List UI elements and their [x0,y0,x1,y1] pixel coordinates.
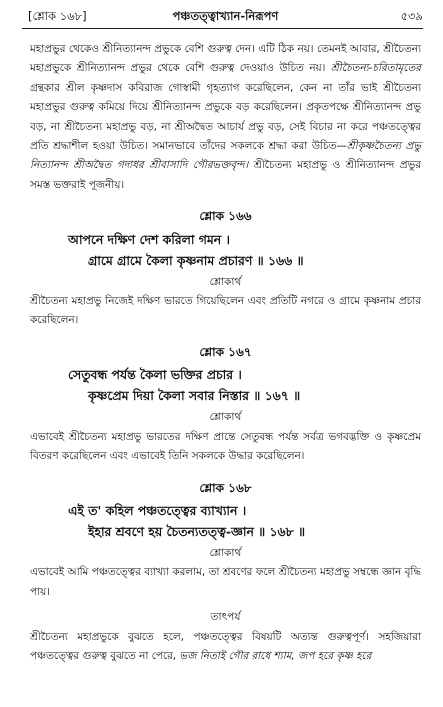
verse-heading: শ্লোক ১৬৮ [199,480,252,495]
intro-line: শ্রীঅদ্বৈত আচার্য প্রভু বড়, সেই বিচার না করে পঞ্চতত্ত্বের প্রতি শ্রদ্ধাশীল হওয়া উচিত। [30,120,421,153]
translation-label: শ্লোকার্থ [209,275,242,288]
intro-line: পূজনীয়। [88,178,125,191]
verse-line: আপনে দক্ষিণ দেশ করিলা গমন । [68,231,230,247]
intro-line: মহাপ্রভুর থেকেও শ্রীনিত্যানন্দ প্রভুকে বেশি গুরুত্ব দেন। এটি ঠিক নয়। তেমনই [30,43,347,55]
page-header [28,8,423,26]
translation-paragraph [30,563,421,602]
translation-line: কৃষ্ণনাম প্রচার করেছিলেন। [30,295,422,327]
translation-label: শ্লোকার্থ [209,411,242,424]
chapter-title: পঞ্চতত্ত্বাখ্যান-নিরূপণ [172,9,279,23]
purport-line: পঞ্চতত্ত্বের গুরুত্ব বুঝতে না পেরে, [30,649,180,662]
translation-line: শ্রীচৈতন্য মহাপ্রভু নিজেই দক্ষিণ ভারতে গিয়েছিলেন এবং প্রতিটি নগরে ও গ্রামে [30,295,360,308]
intro-line: শ্রীচৈতন্য মহাপ্রভু ও শ্রীনিত্যানন্দ প্রভুর সমস্ত ভক্তরাই [30,159,421,191]
intro-line: বড় করেছিলেন। প্রকৃতপক্ষে শ্রীনিত্যানন্দ প্রভু বড়, না শ্রীচৈতন্য মহাপ্রভু বড়, না [30,101,421,133]
verse-block-166 [30,207,421,331]
verse-heading: শ্লোক ১৬৬ [199,209,252,224]
intro-line: গ্রন্থকার শ্রীল কৃষ্ণদাস কবিরাজ গোস্বামী গৃহত্যাগ করেছিলেন, [30,81,294,94]
purport-paragraph [30,628,421,667]
verse-heading: শ্লোক ১৬৭ [199,344,252,359]
page-body [30,40,421,666]
intro-line: সমানভাবে তাঁদের সকলকে শ্রদ্ধা করা উচিত— [152,140,347,153]
verse-line: গ্রামে গ্রামে কৈলা কৃষ্ণনাম প্রচারণ ॥ ১৬৬ ॥ [88,252,304,268]
translation-label: শ্লোকার্থ [209,546,242,559]
purport-label: তাৎপর্য [210,611,241,624]
verse-block-168 [30,479,421,603]
header-rule [22,28,423,29]
page-number: ৫৩৯ [400,9,423,23]
translation-line: এভাবেই শ্রীচৈতন্য মহাপ্রভু ভারতের দক্ষিণ প্রান্তে সেতুবন্ধ পর্যন্ত সর্বত্র ভগবদ্ভক্তি ও [30,430,383,443]
intro-line: আবার, শ্রীচৈতন্য মহাপ্রভুকে শ্রীনিত্যানন্দ প্রভুর থেকে বেশি গুরুত্ব দেওয়াও উচিত নয়। [30,43,421,75]
translation-line: জ্ঞান বৃদ্ধি পায়। [30,566,421,598]
translation-line: এভাবেই আমি পঞ্চতত্ত্বের ব্যাখ্যা করলাম, তা শ্রবণের ফলে শ্রীচৈতন্য মহাপ্রভু সম্বন্ধে [30,566,379,579]
mantra-text: শ্রীকৃষ্ণচৈতন্য প্রভু নিত্যানন্দ শ্রীঅদ্বৈত [30,140,421,172]
intro-paragraph [30,40,421,195]
mantra-text: ভজ নিতাই গৌর রাধে শ্যাম, জপ হরে কৃষ্ণ হরে [179,649,372,662]
verse-line: ইহার শ্রবণে হয় চৈতন্যতত্ত্ব-জ্ঞান ॥ ১৬৮ ॥ [88,523,305,539]
translation-paragraph [30,292,421,331]
translation-line: কৃষ্ণপ্রেম বিতরণ করেছিলেন এবং এভাবেই তিনি সকলকে উদ্ধার করেছিলেন। [30,430,422,463]
verse-reference: [শ্লোক ১৬৮] [28,9,87,23]
verse-line: সেতুবন্ধ পর্যন্ত কৈলা ভক্তির প্রচার । [68,367,242,383]
purport-line: শ্রীচৈতন্য মহাপ্রভুকে বুঝতে হলে, পঞ্চতত্ত্বের বিষয়টি অত্যন্ত গুরুত্বপূর্ণ। সহজিয়ারা [30,630,421,643]
intro-line: কেন না তাঁর ভাই শ্রীচৈতন্য মহাপ্রভুর গুরুত্ব কমিয়ে দিয়ে শ্রীনিত্যানন্দ প্রভুকে [30,81,421,114]
book-title: শ্রীচৈতন্য-চরিতামৃতের [330,62,421,75]
verse-line: এই ত' কহিল পঞ্চতত্ত্বের ব্যাখ্যান । [68,502,247,518]
verse-block-167 [30,343,421,467]
verse-line: কৃষ্ণপ্রেম দিয়া কৈলা সবার নিস্তার ॥ ১৬৭ ॥ [88,388,301,404]
mantra-text: গদাধর শ্রীবাসাদি গৌরভক্তবৃন্দ। [116,159,249,172]
translation-paragraph [30,428,421,467]
